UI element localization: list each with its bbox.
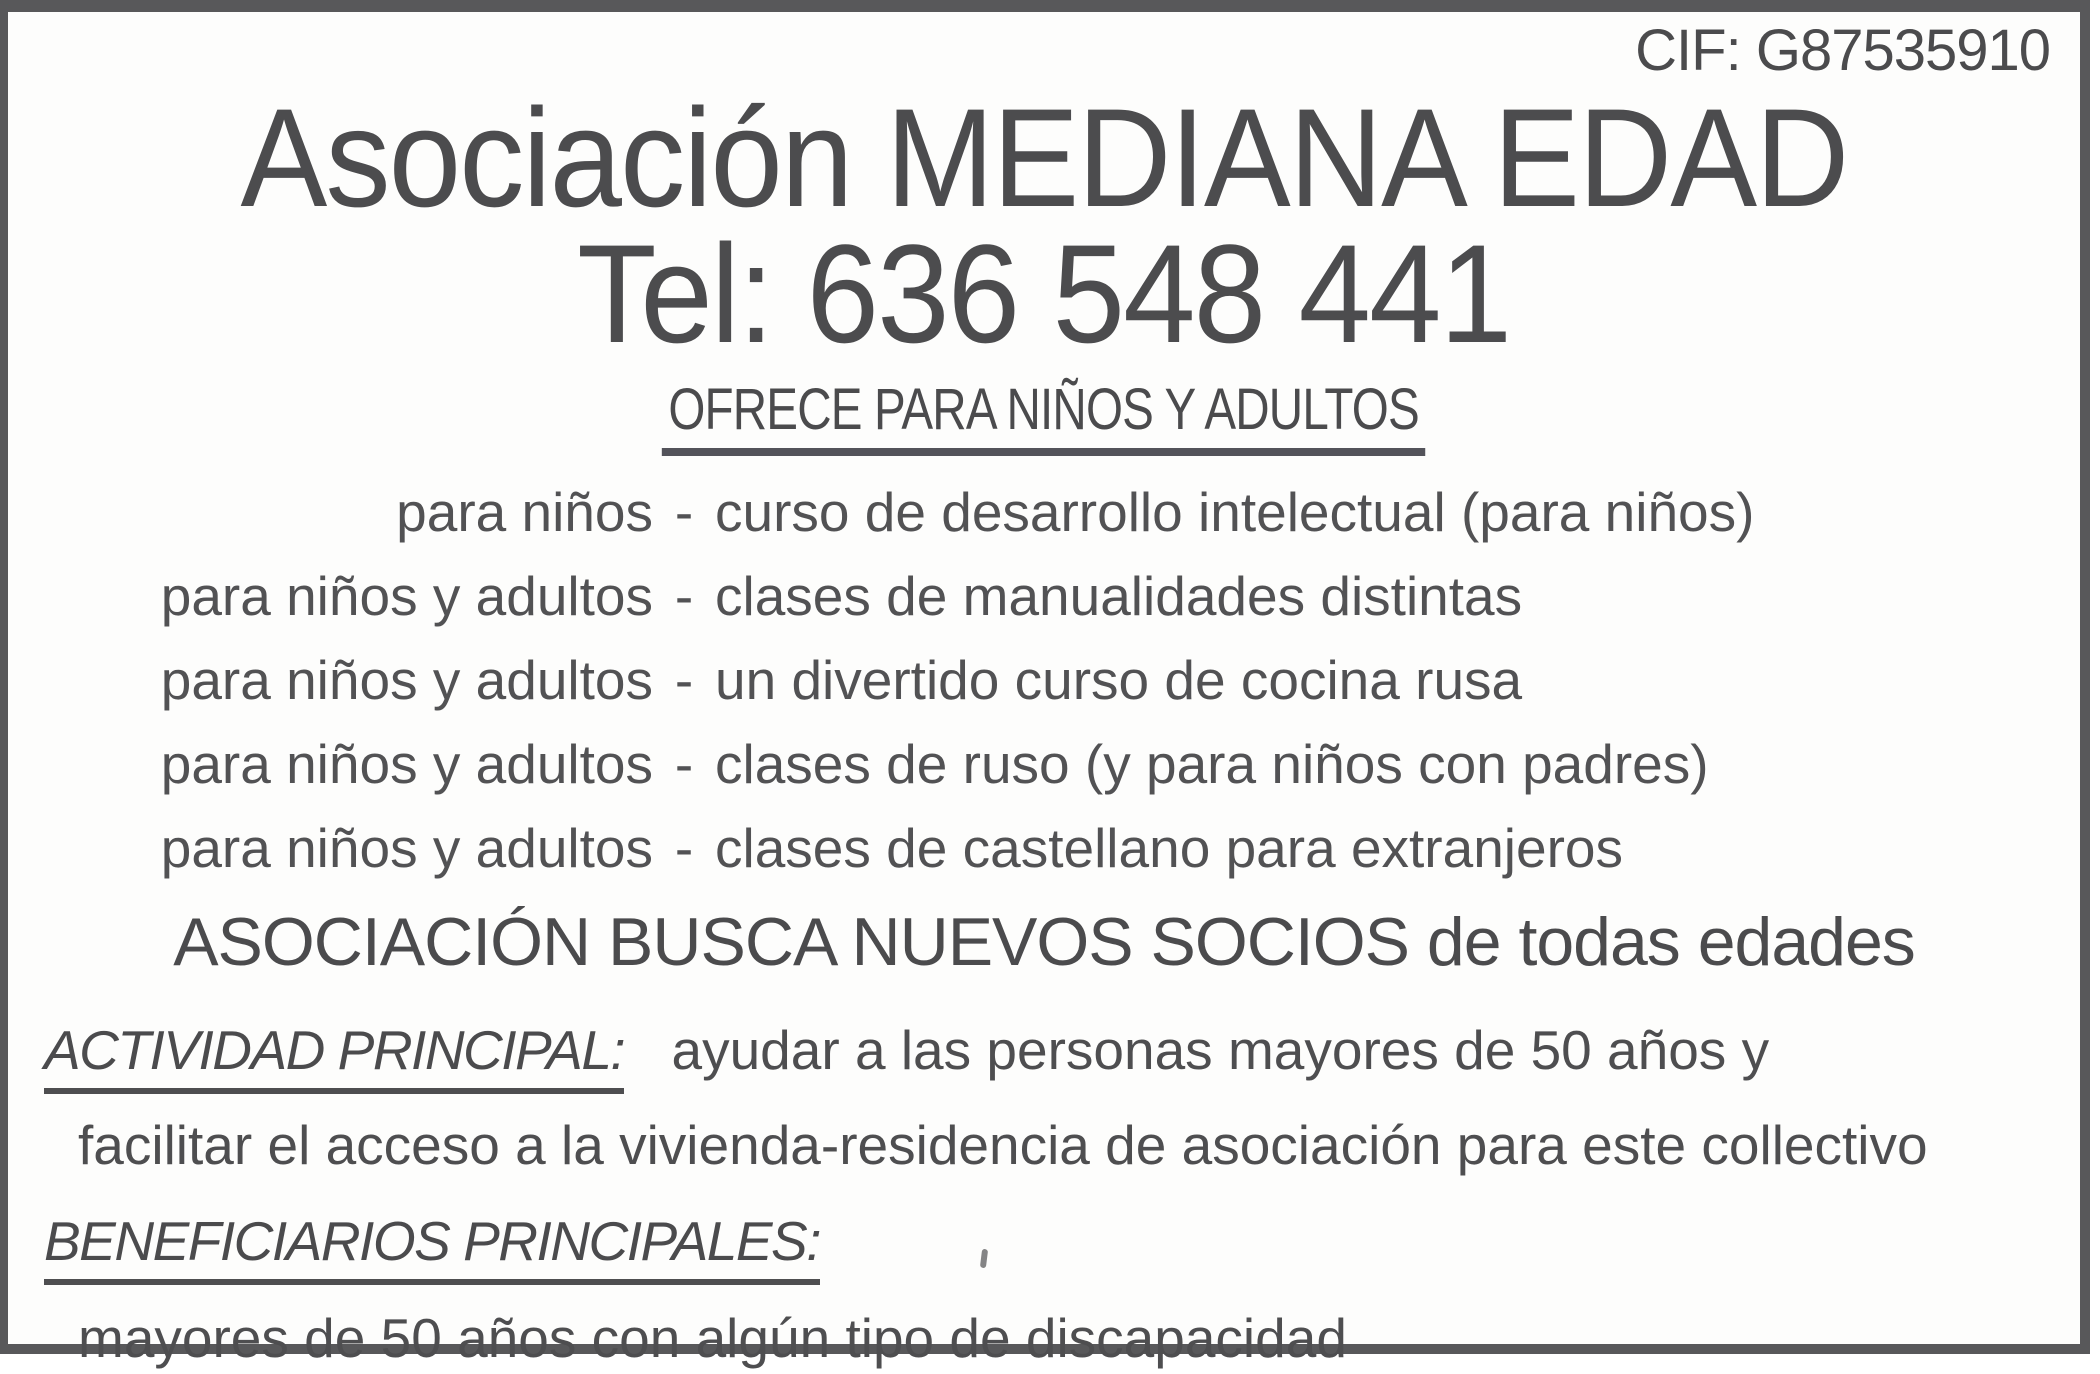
offer-separator: - [674, 565, 694, 628]
offers-heading: OFRECE PARA NIÑOS Y ADULTOS [662, 380, 1426, 457]
phone-line [8, 214, 2080, 372]
association-title: Asociación MEDIANA EDAD [240, 79, 1848, 236]
offer-row [8, 470, 2080, 554]
flyer-content [8, 12, 2080, 1369]
offer-activity: un divertido curso de cocina rusa [715, 649, 1523, 712]
offer-audience: para niños y adultos [160, 817, 653, 880]
beneficiaries-text: mayores de 50 años con algún tipo de discapacidad [78, 1306, 1347, 1369]
beneficiaries-label: BENEFICIARIOS PRINCIPALES: [44, 1208, 820, 1285]
main-activity-text-line2: facilitar el acceso a la vivienda-residencia de asociación para este collectivo [78, 1113, 1928, 1176]
main-activity-label: ACTIVIDAD PRINCIPAL: [44, 1017, 624, 1094]
beneficiaries-row [8, 1208, 2080, 1285]
offer-separator: - [674, 649, 694, 712]
cif-number: CIF: G87535910 [1635, 18, 2050, 83]
offer-separator: - [674, 733, 694, 796]
offer-separator: - [674, 817, 694, 880]
offer-row [8, 638, 2080, 722]
main-activity-text-line1: ayudar a las personas mayores de 50 años y [671, 1018, 1770, 1081]
offer-activity: clases de castellano para extranjeros [715, 817, 1624, 880]
offer-row [8, 806, 2080, 890]
offer-activity: curso de desarrollo intelectual (para niños) [715, 481, 1755, 544]
offer-separator: - [674, 481, 694, 544]
offers-heading-line [8, 376, 2080, 457]
offer-activity: clases de ruso (y para niños con padres) [715, 733, 1709, 796]
recruiting-line: ASOCIACIÓN BUSCA NUEVOS SOCIOS de todas edades [173, 904, 1915, 981]
offer-activity: clases de manualidades distintas [715, 565, 1523, 628]
offer-audience: para niños y adultos [160, 565, 653, 628]
phone-number: Tel: 636 548 441 [577, 214, 1511, 372]
title-block [8, 79, 2080, 372]
offer-audience: para niños y adultos [160, 649, 653, 712]
main-activity-row [8, 1017, 2080, 1094]
offer-audience: para niños [396, 481, 653, 544]
offers-list [8, 470, 2080, 890]
association-title-line [8, 79, 2080, 236]
offer-row [8, 722, 2080, 806]
offer-audience: para niños y adultos [160, 733, 653, 796]
offer-row [8, 554, 2080, 638]
